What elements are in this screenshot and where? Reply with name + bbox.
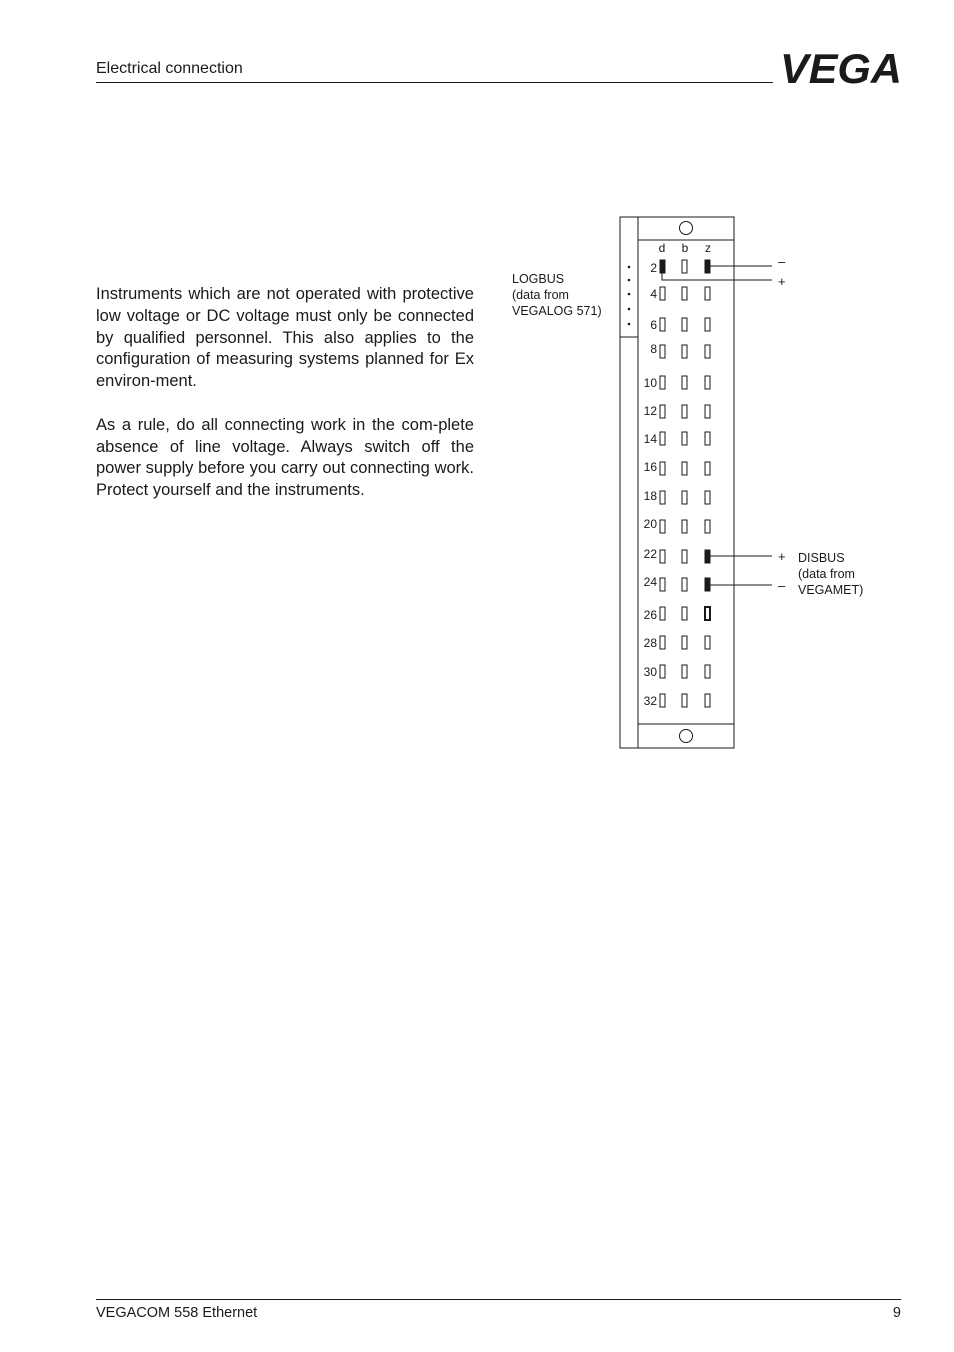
pin-b-30 <box>682 665 687 678</box>
pin-z-2 <box>705 260 710 273</box>
pin-d-8 <box>660 345 665 358</box>
pin-z-8 <box>705 345 710 358</box>
pin-row-16 <box>644 460 710 475</box>
pin-row-10 <box>644 376 710 390</box>
column-label-b: b <box>681 241 689 255</box>
disbus-minus-sign: – <box>778 578 786 593</box>
row-number: 32 <box>643 694 657 708</box>
side-strip-dots <box>628 266 631 326</box>
row-number: 2 <box>650 261 657 275</box>
disbus-label-line-1: DISBUS <box>798 551 845 565</box>
pin-row-14 <box>644 432 710 446</box>
pin-row-4 <box>650 287 710 301</box>
pin-z-14 <box>705 432 710 445</box>
paragraph-safety: Instruments which are not operated with protective low voltage or DC voltage must only be connected by qualified personnel. This also applies to the configuration of measuring systems planned for Ex environ-ment. <box>96 285 474 391</box>
pin-row-28 <box>644 636 710 650</box>
pin-b-8 <box>682 345 687 358</box>
pin-z-32 <box>705 694 710 707</box>
row-number: 30 <box>643 665 657 679</box>
pin-d-2 <box>660 260 665 273</box>
vega-logo <box>780 50 902 86</box>
page-number: 9 <box>892 1305 901 1321</box>
pin-z-18 <box>705 491 710 504</box>
row-number: 20 <box>643 517 657 531</box>
pin-z-16 <box>705 462 710 475</box>
pin-b-32 <box>682 694 687 707</box>
pin-row-6 <box>650 318 710 332</box>
row-number: 14 <box>643 432 657 446</box>
header-rule <box>96 82 773 83</box>
row-number: 16 <box>643 460 657 474</box>
disbus-label-line-3: VEGAMET) <box>798 583 864 597</box>
pin-d-24 <box>660 578 665 591</box>
column-label-d: d <box>658 241 666 255</box>
disbus-label <box>798 551 863 597</box>
pin-d-26 <box>660 607 665 620</box>
disbus-label-line-2: (data from <box>798 567 855 581</box>
logbus-wiring <box>662 254 786 289</box>
pin-b-6 <box>682 318 687 331</box>
pin-z-6 <box>705 318 710 331</box>
row-number: 24 <box>643 575 657 589</box>
pin-row-2 <box>650 260 710 275</box>
section-title: Electrical connection <box>96 60 243 77</box>
row-number: 6 <box>650 318 657 332</box>
pin-b-22 <box>682 550 687 563</box>
logbus-label-line-2: (data from <box>512 288 569 302</box>
pin-d-14 <box>660 432 665 445</box>
side-strip <box>620 217 638 748</box>
row-number: 8 <box>650 342 657 356</box>
logbus-minus-sign: – <box>778 254 786 269</box>
column-label-z: z <box>705 241 711 255</box>
paragraph-line-voltage: As a rule, do all connecting work in the com-plete absence of line voltage. Always switch off the power supply before you carry out connecting work. Protect yourself and the instruments. <box>96 415 474 500</box>
pin-row-26 <box>644 607 710 622</box>
pin-z-10 <box>705 376 710 389</box>
row-number: 18 <box>643 489 657 503</box>
pin-b-18 <box>682 491 687 504</box>
pin-d-6 <box>660 318 665 331</box>
pin-b-28 <box>682 636 687 649</box>
body-text <box>96 284 474 524</box>
pin-row-8 <box>650 342 710 358</box>
pin-d-16 <box>660 462 665 475</box>
document-name: VEGACOM 558 Ethernet <box>96 1305 258 1321</box>
pin-b-24 <box>682 578 687 591</box>
pin-z-24 <box>705 578 710 591</box>
pin-z-12 <box>705 405 710 418</box>
disbus-plus-sign: + <box>778 549 786 564</box>
mounting-hole-bottom <box>680 730 693 743</box>
pin-row-32 <box>644 694 710 708</box>
row-number: 12 <box>643 404 657 418</box>
pin-b-20 <box>682 520 687 533</box>
pin-b-12 <box>682 405 687 418</box>
pin-b-4 <box>682 287 687 300</box>
pin-d-12 <box>660 405 665 418</box>
pin-row-20 <box>644 517 710 533</box>
pin-z-22 <box>705 550 710 563</box>
row-number: 4 <box>650 287 657 301</box>
pin-b-26 <box>682 607 687 620</box>
pin-d-22 <box>660 550 665 563</box>
logbus-label-line-1: LOGBUS <box>512 272 565 286</box>
pin-row-12 <box>644 404 710 418</box>
logbus-plus-sign: + <box>778 274 786 289</box>
pin-row-22 <box>644 547 710 563</box>
pin-b-16 <box>682 462 687 475</box>
mounting-hole-top <box>680 222 693 235</box>
pin-z-28 <box>705 636 710 649</box>
pin-row-18 <box>644 489 710 504</box>
pin-z-26 <box>705 607 710 620</box>
pin-b-10 <box>682 376 687 389</box>
pin-d-4 <box>660 287 665 300</box>
pin-z-30 <box>705 665 710 678</box>
pin-row-30 <box>644 665 710 679</box>
pin-d-18 <box>660 491 665 504</box>
logbus-label-line-3: VEGALOG 571) <box>512 304 602 318</box>
pin-d-30 <box>660 665 665 678</box>
pin-d-20 <box>660 520 665 533</box>
disbus-wiring <box>710 549 786 593</box>
pin-d-32 <box>660 694 665 707</box>
logbus-label <box>512 272 602 318</box>
pin-z-20 <box>705 520 710 533</box>
svg-text:VEGA: VEGA <box>780 50 902 86</box>
pin-b-2 <box>682 260 687 273</box>
row-number: 10 <box>643 376 657 390</box>
pin-d-28 <box>660 636 665 649</box>
row-number: 28 <box>643 636 657 650</box>
footer-rule <box>96 1299 901 1300</box>
row-number: 22 <box>643 547 657 561</box>
pin-row-24 <box>644 575 710 591</box>
pin-b-14 <box>682 432 687 445</box>
row-number: 26 <box>643 608 657 622</box>
pin-z-4 <box>705 287 710 300</box>
pin-d-10 <box>660 376 665 389</box>
connector-diagram <box>500 210 900 755</box>
